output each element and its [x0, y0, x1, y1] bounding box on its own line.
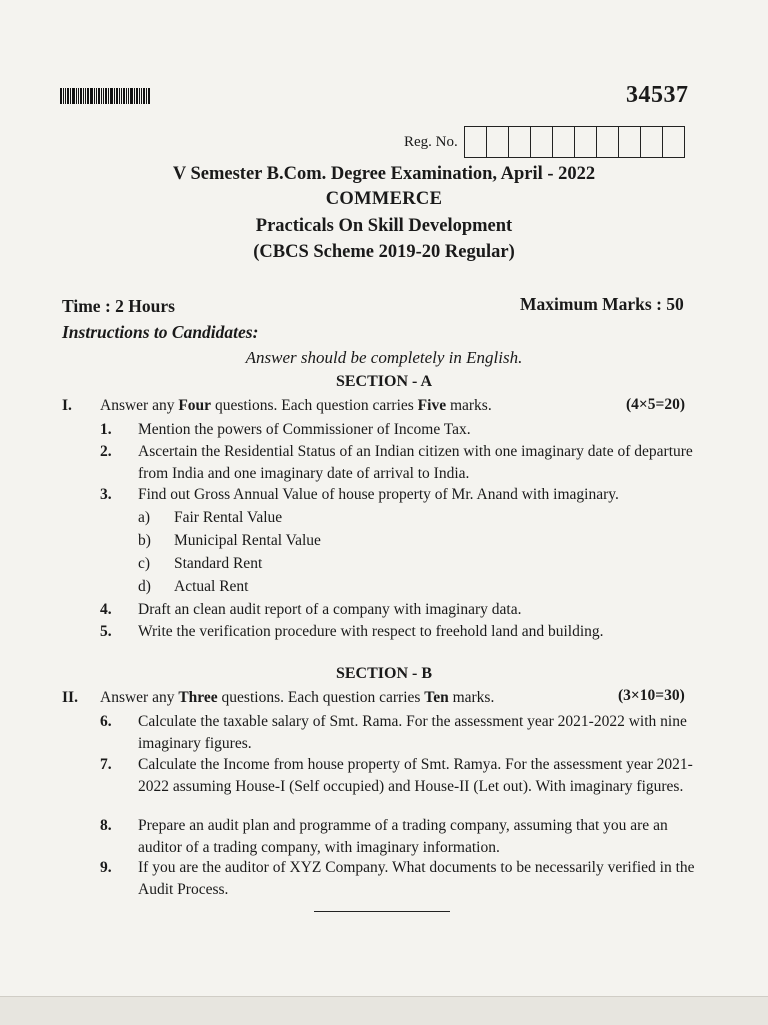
barcode-bar: [128, 88, 129, 104]
barcode-bar: [94, 88, 95, 104]
barcode-bar: [110, 88, 113, 104]
barcode-bar: [105, 88, 107, 104]
section-a-marks: (4×5=20): [626, 396, 685, 413]
barcode-bar: [67, 88, 69, 104]
barcode-bar: [123, 88, 125, 104]
reg-number-box: [575, 127, 597, 157]
sub-item-label: b): [138, 532, 151, 549]
sub-item-label: d): [138, 578, 151, 595]
barcode-bar: [78, 88, 79, 104]
barcode-bar: [114, 88, 115, 104]
paper-title: Practicals On Skill Development: [255, 216, 513, 236]
sub-item-text: Actual Rent: [174, 578, 249, 595]
reg-number-field: [404, 126, 685, 158]
scheme-title: (CBCS Scheme 2019-20 Regular): [253, 242, 515, 262]
barcode-bar: [72, 88, 75, 104]
question-text: If you are the auditor of XYZ Company. What documents to be necessarily verified in the Audit Process.: [138, 859, 695, 898]
reg-number-boxes: [464, 126, 685, 158]
question-number: 3.: [100, 486, 112, 503]
barcode-bar: [103, 88, 104, 104]
instruction-text: Answer should be completely in English.: [245, 348, 523, 367]
question-number: 4.: [100, 601, 112, 618]
reg-label: Reg. No.: [404, 133, 458, 150]
paper-code: 34537: [626, 82, 689, 108]
barcode-bar: [126, 88, 127, 104]
barcode-bar: [136, 88, 138, 104]
question-text: Mention the powers of Commissioner of Income Tax.: [138, 421, 471, 438]
reg-number-box: [487, 127, 509, 157]
barcode-bar: [96, 88, 97, 104]
question-text: Find out Gross Annual Value of house property of Mr. Anand with imaginary.: [138, 486, 619, 503]
barcode-bar: [65, 88, 66, 104]
reg-number-box: [553, 127, 575, 157]
reg-number-box: [597, 127, 619, 157]
time-allowed: Time : 2 Hours: [62, 296, 175, 316]
barcode-bar: [116, 88, 118, 104]
barcode-bar: [90, 88, 93, 104]
section-a-instruction: Answer any Four questions. Each question carries Five marks.: [100, 397, 492, 414]
barcode-bar: [146, 88, 147, 104]
section-a-title: SECTION - A: [335, 373, 433, 390]
maximum-marks: Maximum Marks : 50: [520, 294, 684, 314]
question-number: 8.: [100, 817, 112, 834]
reg-number-box: [619, 127, 641, 157]
barcode-bar: [70, 88, 71, 104]
question-text: Ascertain the Residential Status of an Indian citizen with one imaginary date of departure from India and one imaginary date of arrival to India.: [138, 443, 693, 482]
barcode-bar: [85, 88, 86, 104]
question-text: Calculate the Income from house property of Smt. Ramya. For the assessment year 2021-2022 assuming House-I (Self occupied) and House-II (Let out). With imaginary figures.: [138, 756, 693, 795]
sub-item-label: a): [138, 509, 151, 526]
barcode-bar: [119, 88, 120, 104]
page-bottom-edge: [0, 996, 768, 1025]
reg-number-box: [465, 127, 487, 157]
subject-title: COMMERCE: [325, 189, 443, 209]
barcode-bar: [134, 88, 135, 104]
barcode-bar: [63, 88, 64, 104]
section-b-instruction: Answer any Three questions. Each question carries Ten marks.: [100, 689, 495, 706]
barcode-bar: [130, 88, 133, 104]
section-b-marks: (3×10=30): [618, 687, 685, 704]
reg-number-box: [663, 127, 684, 157]
sub-item-label: c): [138, 555, 151, 572]
reg-number-box: [509, 127, 531, 157]
question-text: Prepare an audit plan and programme of a trading company, assuming that you are an auditor of a trading company, with imaginary information.: [138, 817, 668, 856]
section-a-roman: I.: [62, 397, 72, 414]
reg-number-box: [531, 127, 553, 157]
question-text: Write the verification procedure with respect to freehold land and building.: [138, 623, 604, 640]
barcode-bar: [148, 88, 150, 104]
question-number: 6.: [100, 713, 112, 730]
barcode-bar: [101, 88, 102, 104]
sub-item-text: Fair Rental Value: [174, 509, 283, 526]
barcode-bar: [80, 88, 82, 104]
question-number: 1.: [100, 421, 112, 438]
barcode-bar: [87, 88, 89, 104]
question-number: 5.: [100, 623, 112, 640]
question-text: Draft an clean audit report of a company with imaginary data.: [138, 601, 522, 618]
barcode-bar: [76, 88, 77, 104]
question-number: 9.: [100, 859, 112, 876]
barcode-bar: [108, 88, 109, 104]
question-text: Calculate the taxable salary of Smt. Rama. For the assessment year 2021-2022 with nine imaginary figures.: [138, 713, 687, 752]
sub-item-text: Municipal Rental Value: [174, 532, 321, 549]
question-number: 2.: [100, 443, 112, 460]
section-b-title: SECTION - B: [335, 665, 433, 682]
sub-item-text: Standard Rent: [174, 555, 263, 572]
reg-number-box: [641, 127, 663, 157]
barcode-image: [60, 88, 154, 104]
barcode-bar: [139, 88, 140, 104]
barcode-bar: [141, 88, 142, 104]
exam-title: V Semester B.Com. Degree Examination, April - 2022: [172, 164, 596, 184]
barcode-bar: [143, 88, 145, 104]
barcode-bar: [121, 88, 122, 104]
end-divider: [314, 911, 450, 912]
barcode-bar: [60, 88, 62, 104]
instructions-heading: Instructions to Candidates:: [62, 322, 259, 342]
barcode-bar: [83, 88, 84, 104]
question-number: 7.: [100, 756, 112, 773]
barcode-bar: [98, 88, 100, 104]
section-b-roman: II.: [62, 689, 78, 706]
